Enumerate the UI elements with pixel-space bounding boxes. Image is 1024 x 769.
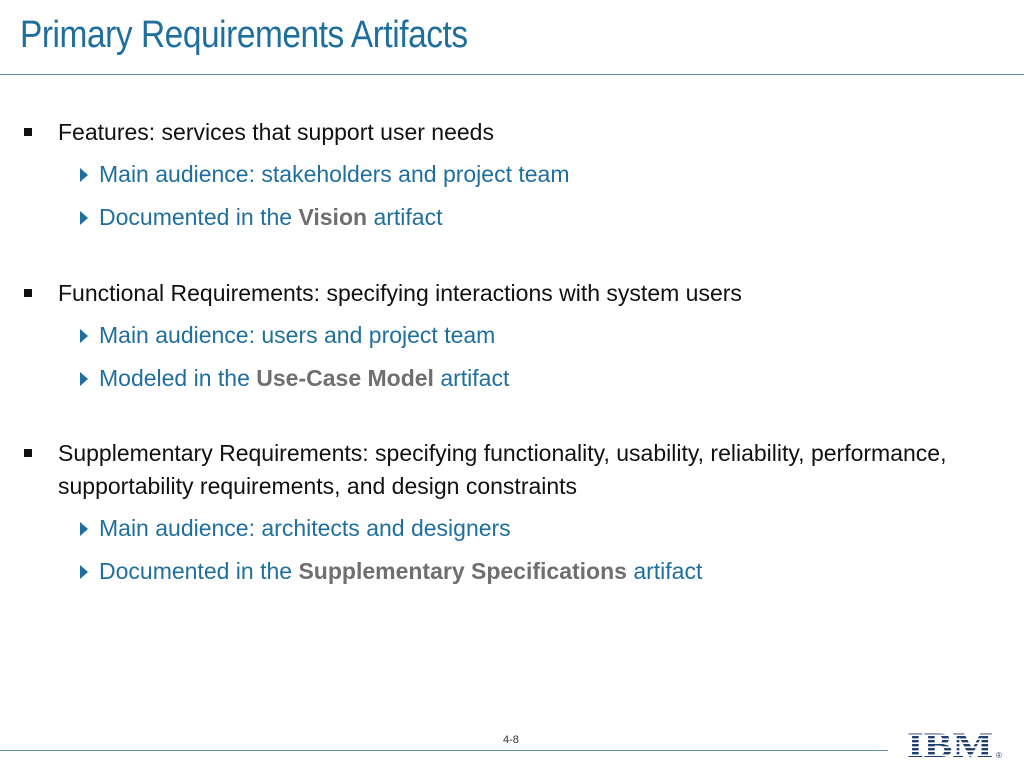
bullet-text: Functional Requirements: specifying interactions with system users [58,280,742,306]
title-divider [0,74,1024,75]
square-bullet-icon [24,449,32,457]
artifact-name: Supplementary Specifications [298,558,627,584]
triangle-bullet-icon [80,211,88,225]
triangle-bullet-icon [80,168,88,182]
triangle-bullet-icon [80,372,88,386]
page-number: 4-8 [503,734,519,746]
bullet-text: Supplementary Requirements: specifying functionality, usability, reliability, performance, supportability requirements, and design constraints [58,440,947,499]
sub-bullet-text: Main audience: architects and designers [99,515,511,541]
square-bullet-icon [24,128,32,136]
triangle-bullet-icon [80,522,88,536]
sub-bullet-text: Main audience: stakeholders and project team [99,161,570,187]
trademark-symbol: ® [996,751,1002,760]
triangle-bullet-icon [80,565,88,579]
square-bullet-icon [24,289,32,297]
logo-text: IBM [907,725,993,764]
ibm-logo [905,724,1005,764]
sub-bullet-text: Documented in the Vision artifact [99,204,443,230]
slide-title: Primary Requirements Artifacts [20,14,468,56]
artifact-name: Use-Case Model [256,365,434,391]
triangle-bullet-icon [80,329,88,343]
sub-bullet-text: Modeled in the Use-Case Model artifact [99,365,510,391]
sub-bullet-text: Main audience: users and project team [99,322,496,348]
footer-divider [0,750,888,751]
bullet-text: Features: services that support user needs [58,119,494,145]
ibm-logo-icon [905,724,1005,764]
sub-bullet-text: Documented in the Supplementary Specifications artifact [99,558,703,584]
artifact-name: Vision [298,204,368,230]
